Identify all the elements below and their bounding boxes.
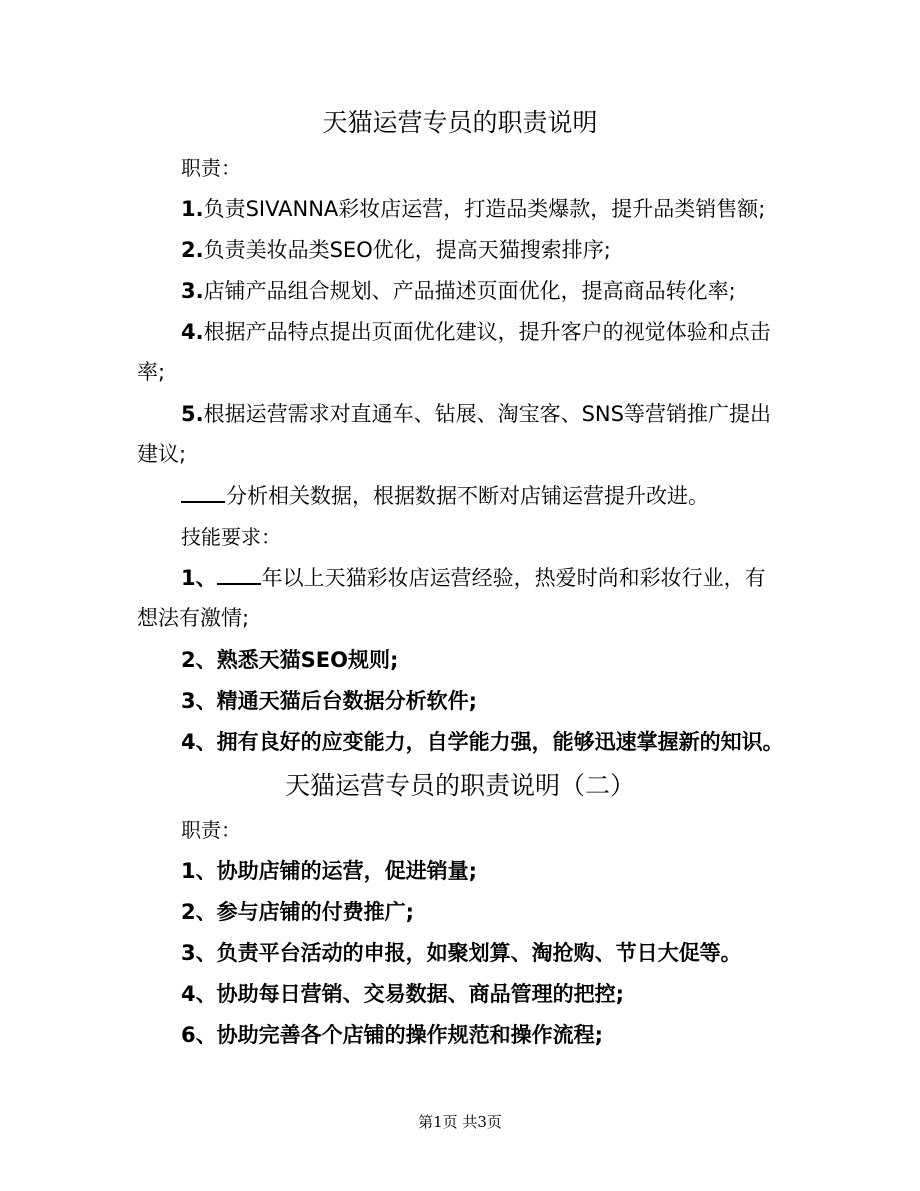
section2-duties-label: 职责： [181, 818, 241, 842]
duty-item [181, 851, 781, 891]
duty-item [181, 230, 781, 270]
duty-number: 1. [181, 197, 204, 221]
duty-text: 协助店铺的运营，促进销量; [216, 859, 478, 883]
duty-item [137, 394, 781, 474]
duty-number: 6、 [181, 1023, 217, 1047]
duty-item [181, 1015, 781, 1055]
duty-number: 1、 [181, 859, 217, 883]
duty-text: 协助每日营销、交易数据、商品管理的把控; [216, 982, 625, 1006]
duty-item [181, 892, 781, 932]
duty-item [181, 189, 781, 229]
skill-text: 熟悉天猫SEO规则; [216, 648, 399, 672]
duty-text: 负责SIVANNA彩妆店运营，打造品类爆款，提升品类销售额; [203, 197, 766, 221]
duty-item [137, 312, 781, 392]
duty-item [181, 476, 781, 516]
section1-title: 天猫运营专员的职责说明 [322, 108, 598, 137]
duty-number: 2. [181, 238, 204, 262]
section2-title: 天猫运营专员的职责说明（二） [284, 771, 635, 800]
skill-text: 精通天猫后台数据分析软件; [216, 689, 478, 713]
duty-text: 分析相关数据，根据数据不断对店铺运营提升改进。 [226, 484, 709, 508]
fill-in-blank [217, 561, 261, 585]
fill-in-blank [181, 479, 225, 503]
duty-number: 4、 [181, 982, 217, 1006]
section1-skills-label: 技能要求： [181, 525, 281, 549]
duty-text: 店铺产品组合规划、产品描述页面优化，提高商品转化率; [203, 279, 736, 303]
section1-duties-label: 职责： [181, 156, 241, 180]
duty-item [181, 933, 781, 973]
duty-item [181, 974, 781, 1014]
skill-number: 2、 [181, 648, 217, 672]
skill-number: 4、 [181, 730, 217, 754]
skill-text: 年以上天猫彩妆店运营经验，热爱时尚和彩妆行业，有想法有激情; [137, 566, 766, 630]
duty-text: 根据产品特点提出页面优化建议，提升客户的视觉体验和点击率; [137, 320, 771, 384]
duty-text: 协助完善各个店铺的操作规范和操作流程; [216, 1023, 604, 1047]
duty-item [181, 271, 781, 311]
duty-number: 5. [181, 402, 204, 426]
duty-number: 3、 [181, 941, 217, 965]
duty-number: 3. [181, 279, 204, 303]
skill-item [181, 722, 784, 762]
duty-number: 2、 [181, 900, 217, 924]
duty-text: 参与店铺的付费推广; [216, 900, 415, 924]
skill-item [137, 558, 781, 638]
skill-number: 1、 [181, 566, 217, 590]
skill-item [181, 640, 781, 680]
skill-number: 3、 [181, 689, 217, 713]
skill-item [181, 681, 781, 721]
duty-number: 4. [181, 320, 204, 344]
skill-text: 拥有良好的应变能力，自学能力强，能够迅速掌握新的知识。 [216, 730, 784, 754]
duty-text: 根据运营需求对直通车、钻展、淘宝客、SNS等营销推广提出建议; [137, 402, 771, 466]
duty-text: 负责美妆品类SEO优化，提高天猫搜索排序; [203, 238, 611, 262]
duty-text: 负责平台活动的申报，如聚划算、淘抢购、节日大促等。 [216, 941, 742, 965]
page-footer: 第1页 共3页 [418, 1113, 502, 1131]
